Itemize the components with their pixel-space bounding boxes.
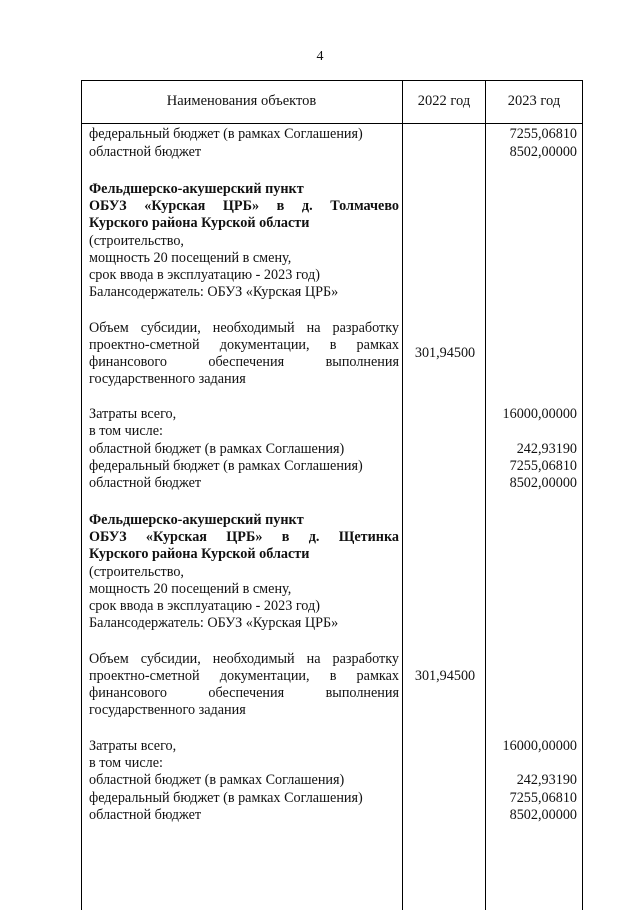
object-description: в том числе: <box>89 755 163 771</box>
object-description: Фельдшерско-акушерский пункт <box>89 181 304 197</box>
object-description: (строительство, <box>89 233 184 249</box>
object-description: государственного задания <box>89 702 246 718</box>
header-year-2022: 2022 год <box>417 93 471 109</box>
table-line <box>81 598 583 615</box>
table-line <box>81 546 583 563</box>
budget-table <box>81 80 583 910</box>
object-description: мощность 20 посещений в смену, <box>89 250 292 266</box>
object-description: проектно-сметной документации, в рамках <box>89 668 399 684</box>
table-line <box>81 250 583 267</box>
object-description: мощность 20 посещений в смену, <box>89 581 292 597</box>
object-description: федеральный бюджет (в рамках Соглашения) <box>89 458 363 474</box>
table-line <box>81 144 583 161</box>
table-line <box>81 807 583 824</box>
table-line <box>81 267 583 284</box>
table-line <box>81 198 583 215</box>
object-description: Курского района Курской области <box>89 546 310 562</box>
object-description: срок ввода в эксплуатацию - 2023 год) <box>89 267 320 283</box>
value-2023: 242,93190 <box>516 441 577 457</box>
object-description: Балансодержатель: ОБУЗ «Курская ЦРБ» <box>89 615 339 631</box>
table-line <box>81 685 583 702</box>
table-line <box>81 615 583 632</box>
table-line <box>81 441 583 458</box>
value-2023: 7255,06810 <box>509 126 577 142</box>
object-description: Затраты всего, <box>89 738 177 754</box>
object-description: в том числе: <box>89 423 163 439</box>
object-description: областной бюджет (в рамках Соглашения) <box>89 772 345 788</box>
object-description: (строительство, <box>89 564 184 580</box>
object-description: федеральный бюджет (в рамках Соглашения) <box>89 126 363 142</box>
value-2023: 242,93190 <box>516 772 577 788</box>
table-line <box>81 564 583 581</box>
table-line <box>81 233 583 250</box>
table-line <box>81 284 583 301</box>
value-2022: 301,94500 <box>414 668 476 684</box>
header-objects-name: Наименования объектов <box>166 93 317 109</box>
object-description: государственного задания <box>89 371 246 387</box>
table-line <box>81 738 583 755</box>
table-line <box>81 755 583 772</box>
object-description: Объем субсидии, необходимый на разработку <box>89 320 399 336</box>
object-description: Курского района Курской области <box>89 215 310 231</box>
header-year-2023: 2023 год <box>507 93 561 109</box>
object-description: областной бюджет (в рамках Соглашения) <box>89 441 345 457</box>
value-2023: 16000,00000 <box>502 406 577 422</box>
table-header-divider <box>81 123 583 124</box>
value-2023: 8502,00000 <box>509 144 577 160</box>
table-line <box>81 475 583 492</box>
table-line <box>81 581 583 598</box>
object-description: финансового обеспечения выполнения <box>89 354 399 370</box>
object-description: Объем субсидии, необходимый на разработку <box>89 651 399 667</box>
object-description: ОБУЗ «Курская ЦРБ» в д. Щетинка <box>89 529 399 545</box>
table-line <box>81 668 583 685</box>
table-line <box>81 529 583 546</box>
value-2023: 7255,06810 <box>509 458 577 474</box>
table-line <box>81 181 583 198</box>
object-description: Затраты всего, <box>89 406 177 422</box>
object-description: срок ввода в эксплуатацию - 2023 год) <box>89 598 320 614</box>
object-description: Балансодержатель: ОБУЗ «Курская ЦРБ» <box>89 284 339 300</box>
table-line <box>81 354 583 371</box>
table-line <box>81 126 583 143</box>
table-line <box>81 423 583 440</box>
object-description: областной бюджет <box>89 144 202 160</box>
value-2022: 301,94500 <box>414 345 476 361</box>
table-line <box>81 512 583 529</box>
table-line <box>81 215 583 232</box>
object-description: областной бюджет <box>89 475 202 491</box>
value-2023: 7255,06810 <box>509 790 577 806</box>
table-line <box>81 790 583 807</box>
page-number: 4 <box>316 49 324 64</box>
object-description: проектно-сметной документации, в рамках <box>89 337 399 353</box>
table-line <box>81 458 583 475</box>
table-line <box>81 406 583 423</box>
object-description: областной бюджет <box>89 807 202 823</box>
value-2023: 16000,00000 <box>502 738 577 754</box>
object-description: федеральный бюджет (в рамках Соглашения) <box>89 790 363 806</box>
object-description: Фельдшерско-акушерский пункт <box>89 512 304 528</box>
table-line <box>81 371 583 388</box>
table-line <box>81 651 583 668</box>
object-description: финансового обеспечения выполнения <box>89 685 399 701</box>
table-line <box>81 702 583 719</box>
table-line <box>81 320 583 337</box>
value-2023: 8502,00000 <box>509 807 577 823</box>
table-line <box>81 772 583 789</box>
object-description: ОБУЗ «Курская ЦРБ» в д. Толмачево <box>89 198 399 214</box>
value-2023: 8502,00000 <box>509 475 577 491</box>
